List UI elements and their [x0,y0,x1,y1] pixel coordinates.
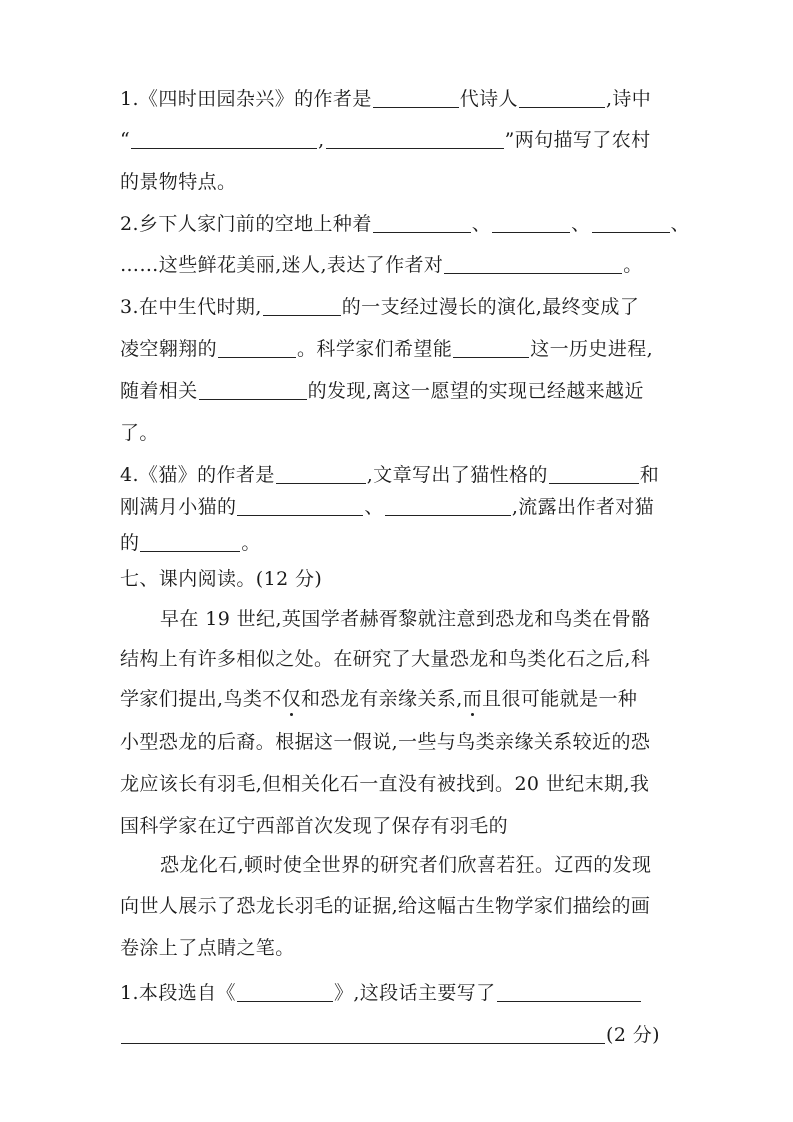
passage-text: 和恐龙有亲缘关系, [301,688,463,710]
passage-text: 且很可能就是一种 [482,688,638,710]
answer-blank[interactable] [237,495,363,516]
answer-blank[interactable] [199,379,307,400]
answer-blank[interactable] [592,212,670,233]
passage-line: 小型恐龙的后裔。根据这一假说,一些与鸟类亲缘关系较近的恐 [120,731,651,753]
question-1-text: ”两句描写了农村 [504,129,651,151]
answer-blank[interactable] [373,212,471,233]
question-1-text: , [318,129,325,151]
answer-blank[interactable] [263,295,341,316]
emphasis-dot-char: 仅 [281,688,302,710]
passage-line: 卷涂上了点睛之笔。 [120,937,295,959]
section-7-heading: 七、课内阅读。(12 分) [120,568,323,590]
answer-blank[interactable] [373,87,459,108]
question-3-text: 的发现,离这一愿望的实现已经越来越近 [307,380,644,402]
answer-blank[interactable] [131,128,317,149]
question-4-text: 、 [364,496,384,518]
question-3-line-2 [120,336,653,362]
answer-blank[interactable] [385,495,511,516]
question-4-text: ,文章写出了猫性格的 [366,464,548,486]
emphasis-dot-char: 而 [462,688,483,710]
question-3-line-4 [120,420,159,446]
question-4-line-3 [120,530,261,556]
question-1-line-3 [120,169,236,195]
question-4-line-2 [120,494,654,520]
question-3-line-1 [120,294,639,320]
passage-line: 恐龙化石,顿时使全世界的研究者们欣喜若狂。辽西的发现 [160,854,652,876]
question-1-line-2 [120,127,651,153]
question-3-text: 随着相关 [120,380,198,402]
question-3-text: 这一历史进程, [530,338,654,360]
question-4-line-1 [120,462,659,488]
question-4-text: 和 [639,464,660,486]
section-7-question-1-line-1 [120,980,642,1006]
question-text: 》,这段话主要写了 [333,982,496,1004]
answer-blank[interactable] [326,128,504,149]
question-2-text: 、 [670,213,690,235]
question-4-text: 刚满月小猫的 [120,496,237,518]
answer-blank[interactable] [492,212,570,233]
question-3-text: 。科学家们希望能 [297,338,453,360]
question-3-text: 的一支经过漫长的演化,最终变成了 [341,296,640,318]
question-3-line-3 [120,378,644,404]
question-2-text: 2.乡下人家门前的空地上种着 [120,213,372,235]
question-2-line-1 [120,211,690,237]
passage-line: 结构上有许多相似之处。在研究了大量恐龙和鸟类化石之后,科 [120,648,651,670]
question-4-text: 的 [120,532,140,554]
section-7-question-1-line-2 [120,1022,660,1048]
question-4-text: 4.《猫》的作者是 [120,464,275,486]
question-4-text: ,流露出作者对猫 [511,496,655,518]
score-label: (2 分) [606,1024,660,1046]
question-3-text: 3.在中生代时期, [120,296,262,318]
question-2-text: 。 [623,254,643,276]
passage-line: 早在 19 世纪,英国学者赫胥黎就注意到恐龙和鸟类在骨骼 [160,608,651,630]
answer-blank[interactable] [549,463,639,484]
question-1-text: “ [120,129,131,151]
question-2-text: 、 [571,213,591,235]
passage-line: 龙应该长有羽毛,但相关化石一直没有被找到。20 世纪末期,我 [120,773,650,795]
passage-line: 向世人展示了恐龙长羽毛的证据,给这幅古生物学家们描绘的画 [120,895,651,917]
answer-blank[interactable] [519,87,605,108]
answer-blank[interactable] [444,253,622,274]
question-2-text: ……这些鲜花美丽,迷人,表达了作者对 [120,254,444,276]
passage-line [120,686,637,712]
answer-blank[interactable] [453,337,529,358]
question-1-text: 1.《四时田园杂兴》的作者是 [120,88,372,110]
answer-blank[interactable] [140,531,240,552]
answer-blank[interactable] [276,463,366,484]
question-1-text: 的景物特点。 [120,171,237,193]
answer-blank[interactable] [497,981,641,1002]
question-1-text: ,诗中 [605,88,652,110]
question-2-text: 、 [471,213,492,235]
question-3-text: 凌空翱翔的 [120,338,218,360]
question-text: 1.本段选自《 [120,982,236,1004]
question-3-text: 了。 [120,422,159,444]
answer-blank[interactable] [237,981,333,1002]
answer-blank[interactable] [218,337,296,358]
question-1-line-1 [120,86,651,112]
passage-line: 国科学家在辽宁西部首次发现了保存有羽毛的 [120,815,509,837]
question-1-text: 代诗人 [459,88,518,110]
question-2-line-2 [120,252,643,278]
question-4-text: 。 [241,532,261,554]
answer-blank[interactable] [121,1023,605,1044]
passage-text: 学家们提出,鸟类不 [120,688,282,710]
